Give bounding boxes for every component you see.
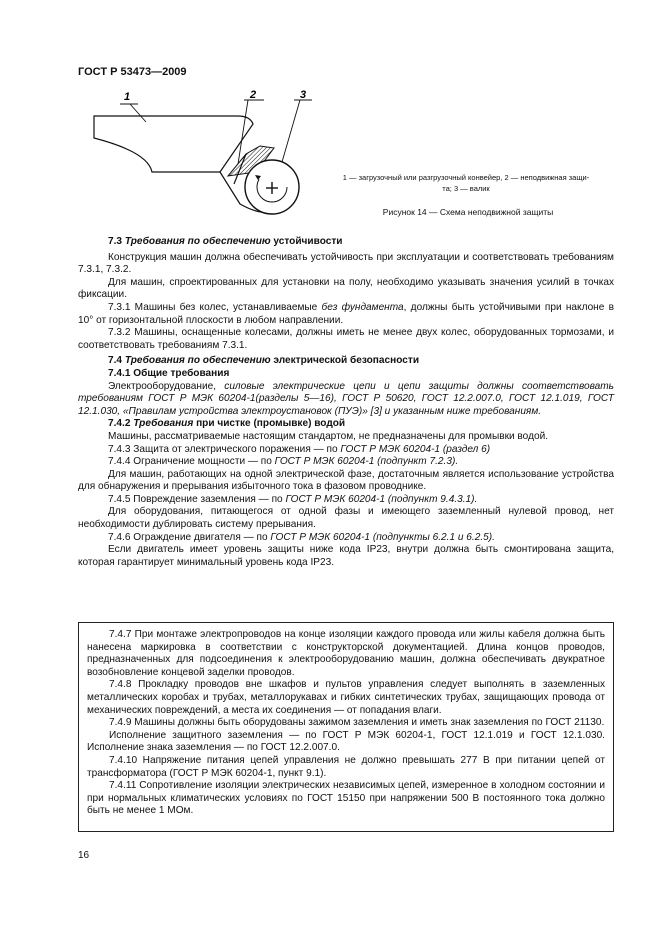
main-text bbox=[78, 236, 614, 569]
amendment-box bbox=[78, 622, 614, 832]
figure-legend bbox=[318, 172, 614, 194]
section-7-4-heading: 7.4 Требования по обеспечению электрической безопасности bbox=[108, 355, 420, 367]
para-7-4-5-note: Для оборудования, питающегося от одной фазы и имеющего заземленный нулевой провод, нет необходимости дублировать систему прерывания. bbox=[78, 506, 614, 531]
para-7-4-9-grounding: Исполнение защитного заземления — по ГОСТ Р МЭК 60204-1, ГОСТ 12.1.019 и ГОСТ 12.1.030. Исполнение знака заземления — по ГОСТ 12.2.007.0. bbox=[87, 729, 605, 754]
para-7-3-stability: Конструкция машин должна обеспечивать устойчивость при эксплуатации и соответствовать требованиям 7.3.1, 7.3.2. bbox=[78, 251, 614, 276]
callout-1: 1 bbox=[124, 91, 131, 103]
page-number: 16 bbox=[78, 850, 90, 861]
para-7-4-2: Машины, рассматриваемые настоящим стандартом, не предназначены для промывки водой. bbox=[108, 430, 549, 442]
para-7-4-11: 7.4.11 Сопротивление изоляции электрических независимых цепей, измеренное в холодном состоянии и при нормальных климатических условиях по ГОСТ 15150 при напряжении 500 В постоянного тока должно быть не менее 1 МОм. bbox=[87, 780, 605, 817]
para-7-3-2: 7.3.2 Машины, оснащенные колесами, должны иметь не менее двух колес, оборудованных тормозами, и соответствовать требованиям 7.3.1. bbox=[78, 327, 614, 351]
conveyor-guard-diagram bbox=[88, 88, 318, 228]
callout-2: 2 bbox=[250, 89, 257, 101]
para-7-4-9: 7.4.9 Машины должны быть оборудованы зажимом заземления и иметь знак заземления по ГОСТ 21130. bbox=[109, 717, 605, 729]
para-7-4-10: 7.4.10 Напряжение питания цепей управления не должно превышать 277 В при питании цепей от трансформатора (ГОСТ Р МЭК 60204-1, пункт 9.1). bbox=[87, 754, 605, 779]
legend-line-2: та; 3 — валик bbox=[442, 184, 490, 193]
conveyor-belt-shape bbox=[94, 116, 253, 172]
section-7-4-2-heading: 7.4.2 Требования при чистке (промывке) водой bbox=[108, 418, 346, 430]
figure-caption: Рисунок 14 — Схема неподвижной защиты bbox=[382, 207, 554, 217]
callout-3: 3 bbox=[300, 89, 307, 101]
para-7-3-floor: Для машин, спроектированных для установки на полу, необходимо указывать значения усилий в точках фиксации. bbox=[78, 276, 614, 301]
section-7-4-1-heading: 7.4.1 Общие требования bbox=[108, 367, 230, 379]
para-7-4-4-note: Для машин, работающих на одной электрической фазе, достаточным является использование устройства для обнаружения и прерывания избыточного тока в фазовом проводнике. bbox=[78, 468, 614, 493]
para-7-4-6: 7.4.6 Ограждение двигателя — по ГОСТ Р МЭК 60204-1 (подпункты 6.2.1 и 6.2.5). bbox=[108, 531, 495, 543]
para-7-4-7: 7.4.7 При монтаже электропроводов на конце изоляции каждого провода или жилы кабеля должна быть нанесена маркировка в соответствии с конструкторской документацией. Длина концов проводов, предназначенных для подсоединения к электрооборудованию машин, должна обеспечивать двукратное возобновление концевой заделки проводов. bbox=[87, 629, 605, 678]
para-7-4-5: 7.4.5 Повреждение заземления — по ГОСТ Р МЭК 60204-1 (подпункт 9.4.3.1). bbox=[108, 493, 478, 505]
legend-line-1: 1 — загрузочный или разгрузочный конвейер, 2 — неподвижная защи- bbox=[342, 173, 590, 182]
para-7-4-6-note: Если двигатель имеет уровень защиты ниже кода IP23, внутри должна быть смонтирована защита, которая гарантирует минимальный уровень кода IP23. bbox=[78, 544, 614, 568]
section-7-3-heading: 7.3 Требования по обеспечению устойчивости bbox=[108, 236, 343, 247]
document-code: ГОСТ Р 53473—2009 bbox=[78, 66, 187, 78]
para-7-3-1: 7.3.1 Машины без колес, устанавливаемые без фундамента, должны быть устойчивыми при наклоне в 10° от горизонтальной плоскости в любом направлении. bbox=[78, 301, 614, 326]
para-7-4-1: Электрооборудование, силовые электрические цепи и цепи защиты должны соответствовать требованиям ГОСТ Р МЭК 60204-1(разделы 5—16), ГОСТ Р 50620, ГОСТ 12.2.007.0, ГОСТ 12.1.019, ГОСТ 12.1.030, «Правилам устройства электроустановок (ПУЭ)» [3] и указанным ниже требованиям. bbox=[78, 380, 614, 417]
para-7-4-3: 7.4.3 Защита от электрического поражения — по ГОСТ Р МЭК 60204-1 (раздел 6) bbox=[108, 443, 491, 455]
para-7-4-4: 7.4.4 Ограничение мощности — по ГОСТ Р МЭК 60204-1 (подпункт 7.2.3). bbox=[108, 456, 459, 468]
para-7-4-8: 7.4.8 Прокладку проводов вне шкафов и пультов управления следует выполнять в заземленных металлических коробах и трубах, металлорукавах и гибких синтетических трубах, защищающих провода от механических повреждений, а места их соединения — от попадания влаги. bbox=[87, 679, 605, 716]
